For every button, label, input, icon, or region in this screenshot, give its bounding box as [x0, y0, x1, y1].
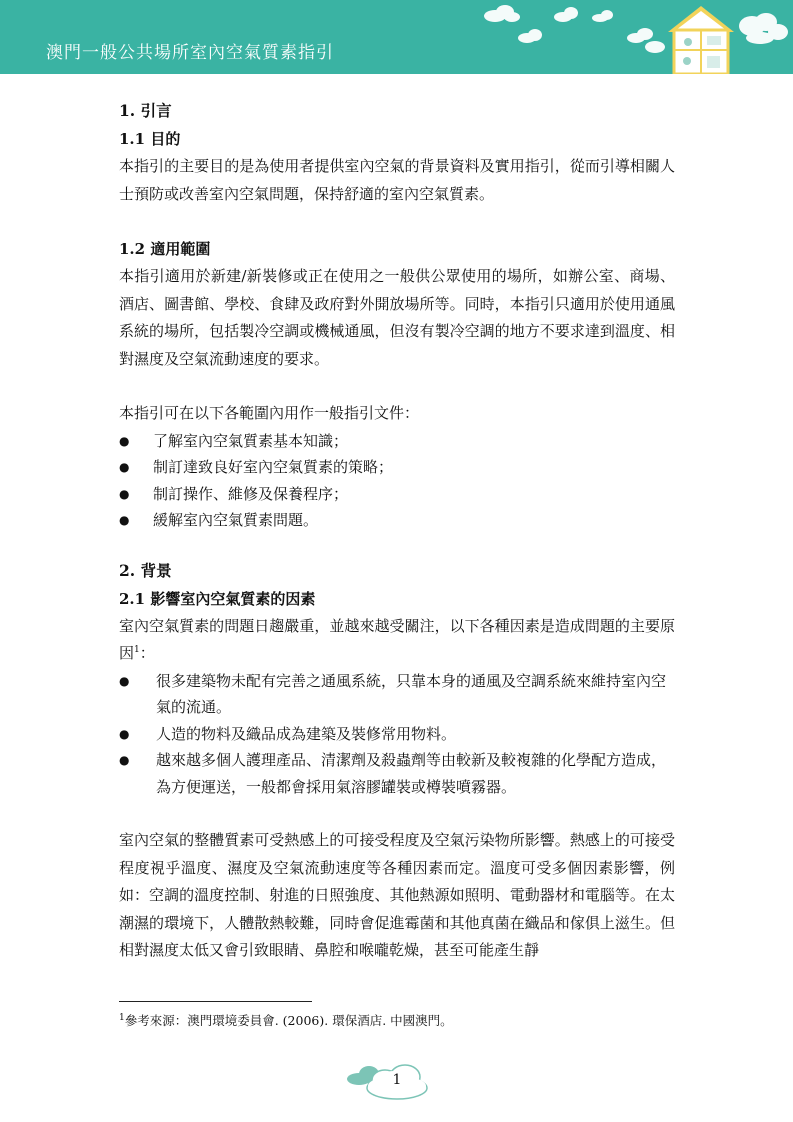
- section-1-2-heading: 1.2 適用範圍: [119, 240, 211, 258]
- footnote-divider: [119, 1001, 312, 1002]
- footnote-text: 參考來源：澳門環境委員會. (2006). 環保酒店. 中國澳門。: [124, 1013, 453, 1028]
- section-1-2-list-intro: 本指引可在以下各範圍內用作一般指引文件：: [119, 404, 420, 422]
- list-item: ● 制訂操作、維修及保養程序；: [119, 481, 675, 508]
- section-2-1-paragraph-2: 室內空氣的整體質素可受熱感上的可接受程度及空氣污染物所影響。熱感上的可接受程度視乎溫度、濕度及空氣流動速度等各種因素而定。溫度可受多個因素影響，例如：空調的溫度控制、射進的日照強度、其他熱源如照明、電動器材和電腦等。在太潮濕的環境下，人體散熱較難，同時會促進霉菌和其他真菌在織品和傢俱上滋生。但相對濕度太低又會引致眼睛、鼻腔和喉嚨乾燥，甚至可能產生靜: [119, 831, 675, 959]
- list-item: ● 人造的物料及織品成為建築及裝修常用物料。: [119, 721, 675, 748]
- section-1-1-paragraph: 本指引的主要目的是為使用者提供室內空氣的背景資料及實用指引，從而引導相關人士預防或改善室內空氣問題，保持舒適的室內空氣質素。: [119, 157, 675, 203]
- footnote: [119, 1011, 453, 1029]
- list-item: ● 越來越多個人護理產品、清潔劑及殺蟲劑等由較新及較複雜的化學配方造成，為方便運送，一般都會採用氣溶膠罐裝或樽裝噴霧器。: [119, 747, 675, 800]
- scope-bullet-list: [119, 428, 675, 534]
- footnote-marker: 1: [119, 1012, 125, 1023]
- section-2-1-text: 室內空氣質素的問題日趨嚴重，並越來越受關注，以下各種因素是造成問題的主要原因: [119, 616, 675, 662]
- main-content: [119, 96, 675, 965]
- footnote-reference[interactable]: 1: [134, 645, 140, 655]
- list-item: ● 制訂達致良好室內空氣質素的策略；: [119, 454, 675, 481]
- factors-bullet-list: [119, 668, 675, 801]
- section-1-heading: 1. 引言: [119, 101, 172, 120]
- list-item: ● 了解室內空氣質素基本知識；: [119, 428, 675, 455]
- list-item: ● 很多建築物未配有完善之通風系統，只靠本身的通風及空調系統來維持室內空氣的流通。: [119, 668, 675, 721]
- page-number: 1: [392, 1072, 402, 1088]
- section-1-2-paragraph: 本指引適用於新建/新裝修或正在使用之一般供公眾使用的場所，如辦公室、商場、酒店、圖書館、學校、食肆及政府對外開放場所等。同時，本指引只適用於使用通風系統的場所，包括製冷空調或機械通風，但沒有製冷空調的地方不要求達到溫度、相對濕度及空氣流動速度的要求。: [119, 267, 675, 368]
- section-2-heading: 2. 背景: [119, 560, 172, 580]
- page-header: [0, 0, 793, 74]
- house-clouds-illustration: [0, 0, 793, 74]
- document-title: 澳門一般公共場所室內空氣質素指引: [46, 43, 334, 63]
- section-2-1-paragraph: [119, 613, 675, 668]
- section-2-1-text-end: ：: [139, 644, 155, 662]
- list-item: ● 緩解室內空氣質素問題。: [119, 507, 675, 534]
- section-2-1-heading: 2.1 影響室內空氣質素的因素: [119, 589, 316, 608]
- section-1-1-heading: 1.1 目的: [119, 130, 181, 148]
